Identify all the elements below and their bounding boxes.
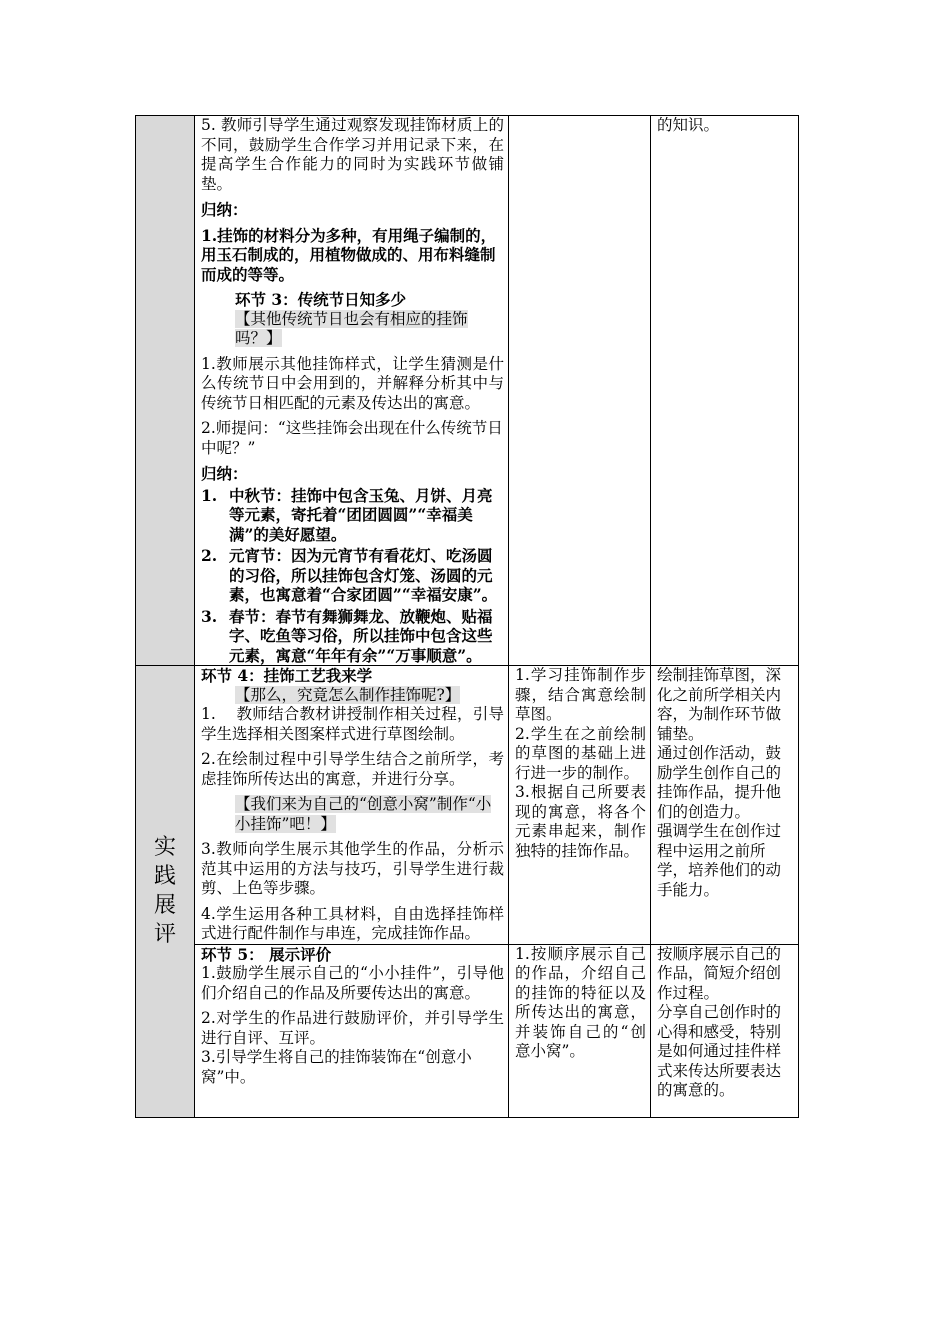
student-activity-cell xyxy=(509,116,651,666)
table-row xyxy=(136,116,799,666)
step-title: 环节 4：挂饰工艺我来学 xyxy=(201,666,373,685)
festival-list xyxy=(201,486,504,666)
paragraph: 2.师提问：“这些挂饰会出现在什么传统节日中呢？” xyxy=(201,419,503,457)
teacher-activity-cell xyxy=(195,666,509,945)
teacher-activity-cell xyxy=(195,944,509,1117)
intent-item: 通过创作活动，鼓励学生创作自己的挂饰作品，提升他们的创造力。 xyxy=(657,744,782,821)
table-row xyxy=(136,944,799,1117)
step-title: 环节 3：传统节日知多少 xyxy=(235,290,407,309)
summary-label: 归纳： xyxy=(201,464,248,483)
section-cell-practice: 实 践 展 评 xyxy=(136,666,195,1118)
intent-item: 强调学生在创作过程中运用之前所学，培养他们的动手能力。 xyxy=(657,822,782,899)
student-item: 1.学习挂饰制作步骤，结合寓意绘制草图。 xyxy=(515,666,646,723)
paragraph: 3.教师向学生展示其他学生的作品，分析示范其中运用的方法与技巧，引导学生进行裁剪、上色等步骤。 xyxy=(201,840,504,897)
paragraph: 2.在绘制过程中引导学生结合之前所学，考虑挂饰所传达出的寓意，并进行分享。 xyxy=(201,750,504,788)
list-item: 3. 春节：春节有舞狮舞龙、放鞭炮、贴福字、吃鱼等习俗，所以挂饰中包含这些元素，寓意“年年有余”“万事顺意”。 xyxy=(201,606,493,665)
teacher-activity-cell xyxy=(195,116,509,666)
student-item: 3.根据自己所要表现的寓意，将各个元素串起来，制作独特的挂饰作品。 xyxy=(515,783,646,860)
intent-item: 分享自己创作时的心得和感受，特别是如何通过挂件样式来传达所要表达的寓意的。 xyxy=(657,1003,782,1099)
paragraph: 2.对学生的作品进行鼓励评价，并引导学生进行自评、互评。 xyxy=(201,1009,504,1047)
summary-text: 1.挂饰的材料分为多种，有用绳子编制的，用玉石制成的，用植物做成的、用布料缝制而成的等等。 xyxy=(201,225,497,284)
design-intent-cell xyxy=(651,944,799,1117)
paragraph: 4.学生运用各种工具材料，自由选择挂饰样式进行配件制作与串连，完成挂饰作品。 xyxy=(201,904,504,942)
table-row xyxy=(136,666,799,945)
paragraph: 1.鼓励学生展示自己的“小小挂件”，引导他们介绍自己的作品及所要传达出的寓意。 xyxy=(201,964,504,1002)
section-cell-empty xyxy=(136,116,195,666)
student-activity-cell xyxy=(509,666,651,945)
paragraph: 3.引导学生将自己的挂饰装饰在“创意小窝”中。 xyxy=(201,1048,472,1086)
intent-item: 绘制挂饰草图，深化之前所学相关内容，为制作环节做铺垫。 xyxy=(657,666,782,743)
design-intent-cell: 的知识。 xyxy=(651,116,799,666)
paragraph: 1. 教师结合教材讲授制作相关过程，引导学生选择相关图案样式进行草图绘制。 xyxy=(201,705,504,743)
student-activity-cell xyxy=(509,944,651,1117)
step-title: 环节 5： 展示评价 xyxy=(201,944,332,964)
lesson-plan-table xyxy=(135,115,799,1118)
step-question: 【其他传统节日也会有相应的挂饰吗？】 xyxy=(235,309,468,347)
paragraph: 5. 教师引导学生通过观察发现挂饰材质上的不同，鼓励学生合作学习并用记录下来，在提高学生合作能力的同时为实践环节做铺垫。 xyxy=(201,116,504,193)
paragraph: 1.教师展示其他挂饰样式，让学生猜测是什么传统节日中会用到的，并解释分析其中与传统节日相匹配的元素及传达出的寓意。 xyxy=(201,354,504,412)
student-item: 2.学生在之前绘制的草图的基础上进行进一步的制作。 xyxy=(515,724,646,782)
list-item: 2. 元宵节：因为元宵节有看花灯、吃汤圆的习俗，所以挂饰包含灯笼、汤圆的元素，也寓意着“合家团圆”“幸福安康”。 xyxy=(201,546,498,604)
intent-item: 按顺序展示自己的作品，简短介绍创作过程。 xyxy=(657,944,782,1002)
step-question: 【那么，究竟怎么制作挂饰呢?】 xyxy=(235,685,461,704)
design-intent-cell xyxy=(651,666,799,945)
summary-label: 归纳： xyxy=(201,200,248,219)
student-item: 1.按顺序展示自己的作品，介绍自己的挂饰的特征以及所传达出的寓意，并装饰自己的“创意小窝”。 xyxy=(515,944,646,1060)
list-item: 1. 中秋节：挂饰中包含玉兔、月饼、月亮等元素，寄托着“团团圆圆”“幸福美满”的美好愿望。 xyxy=(201,485,493,544)
task-prompt: 【我们来为自己的“创意小窝”制作“小小挂饰”吧！】 xyxy=(235,795,492,833)
